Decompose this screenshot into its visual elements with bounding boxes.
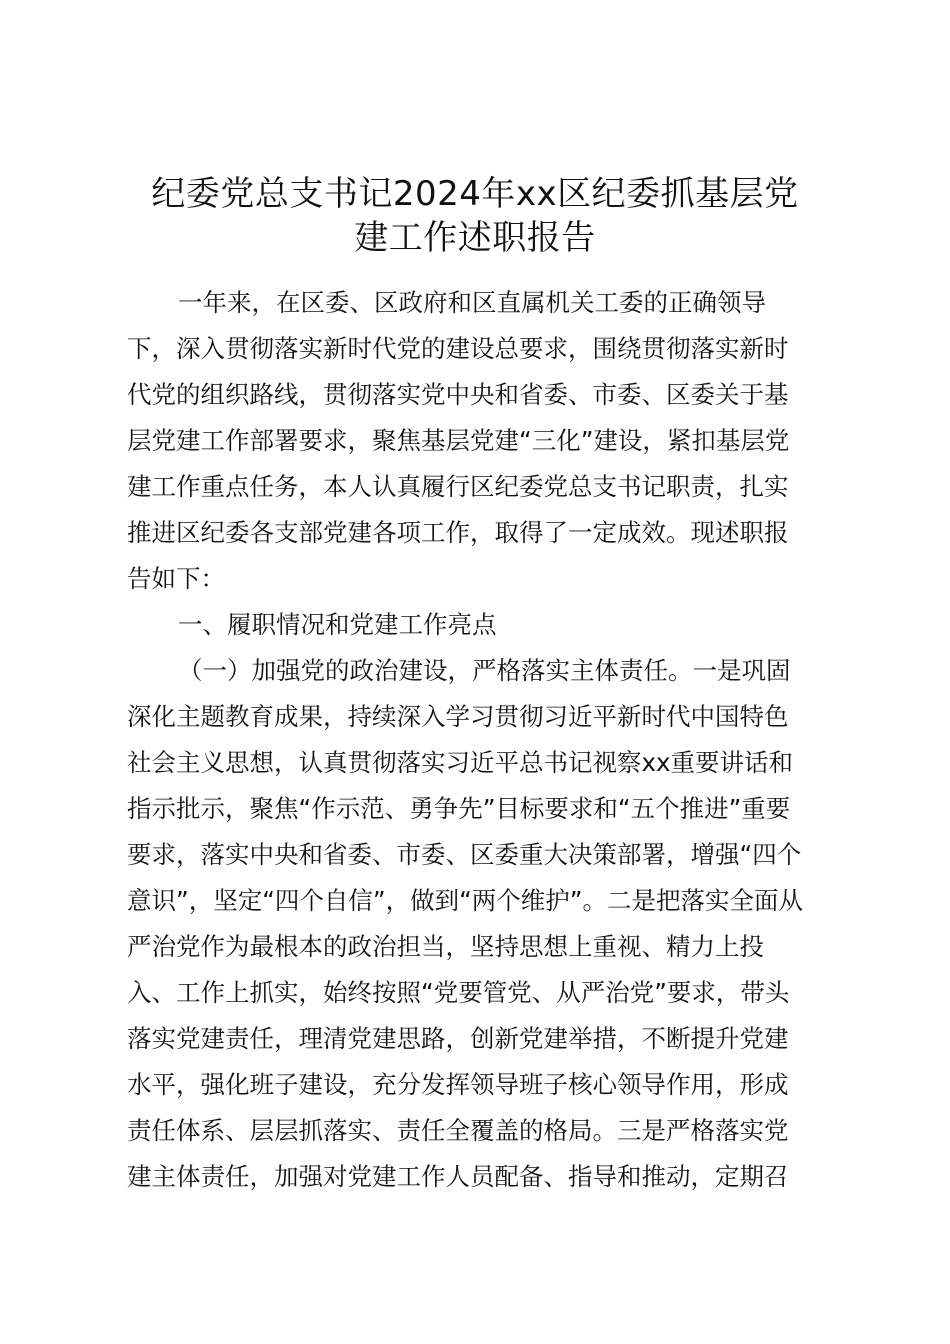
paragraph-line: 落实党建责任，理清党建思路，创新党建举措，不断提升党建: [127, 1024, 789, 1053]
paragraph-line: 推进区纪委各支部党建各项工作，取得了一定成效。现述职报: [127, 518, 789, 547]
paragraph-line: 社会主义思想，认真贯彻落实习近平总书记视察xx重要讲话和: [127, 748, 793, 777]
paragraph-line: 要求，落实中央和省委、市委、区委重大决策部署，增强“四个: [127, 840, 802, 869]
paragraph-line: 建工作重点任务，本人认真履行区纪委党总支书记职责，扎实: [127, 472, 789, 501]
paragraph-line: 入、工作上抓实，始终按照“党要管党、从严治党”要求，带头: [127, 978, 790, 1007]
paragraph-line: 告如下：: [127, 564, 225, 593]
paragraph-line: 指示批示，聚焦“作示范、勇争先”目标要求和“五个推进”重要: [127, 794, 791, 823]
paragraph-line: 层党建工作部署要求，聚焦基层党建“三化”建设，紧扣基层党: [127, 426, 790, 455]
paragraph-line: 水平，强化班子建设，充分发挥领导班子核心领导作用，形成: [127, 1070, 789, 1099]
paragraph-intro: [127, 280, 832, 602]
document-body: [127, 280, 832, 1200]
paragraph-line: 一年来，在区委、区政府和区直属机关工委的正确领导: [178, 288, 766, 317]
paragraph-line: 责任体系、层层抓落实、责任全覆盖的格局。三是严格落实党: [127, 1116, 789, 1145]
section-heading: 一、履职情况和党建工作亮点: [178, 610, 497, 639]
document-title: [100, 172, 850, 260]
paragraph-section-1: [127, 648, 832, 1200]
title-line-2: 建工作述职报告: [354, 218, 596, 258]
paragraph-line: 意识”，坚定“四个自信”，做到“两个维护”。二是把落实全面从: [127, 886, 803, 915]
paragraph-line: 严治党作为最根本的政治担当，坚持思想上重视、精力上投: [127, 932, 764, 961]
paragraph-line: 代党的组织路线，贯彻落实党中央和省委、市委、区委关于基: [127, 380, 789, 409]
paragraph-line: 深化主题教育成果，持续深入学习贯彻习近平新时代中国特色: [127, 702, 789, 731]
paragraph-line: 下，深入贯彻落实新时代党的建设总要求，围绕贯彻落实新时: [127, 334, 789, 363]
paragraph-line: （一）加强党的政治建设，严格落实主体责任。一是巩固: [178, 656, 791, 685]
paragraph-line: 建主体责任，加强对党建工作人员配备、指导和推动，定期召: [127, 1162, 789, 1191]
title-line-1: 纪委党总支书记2024年xx区纪委抓基层党: [151, 174, 799, 214]
